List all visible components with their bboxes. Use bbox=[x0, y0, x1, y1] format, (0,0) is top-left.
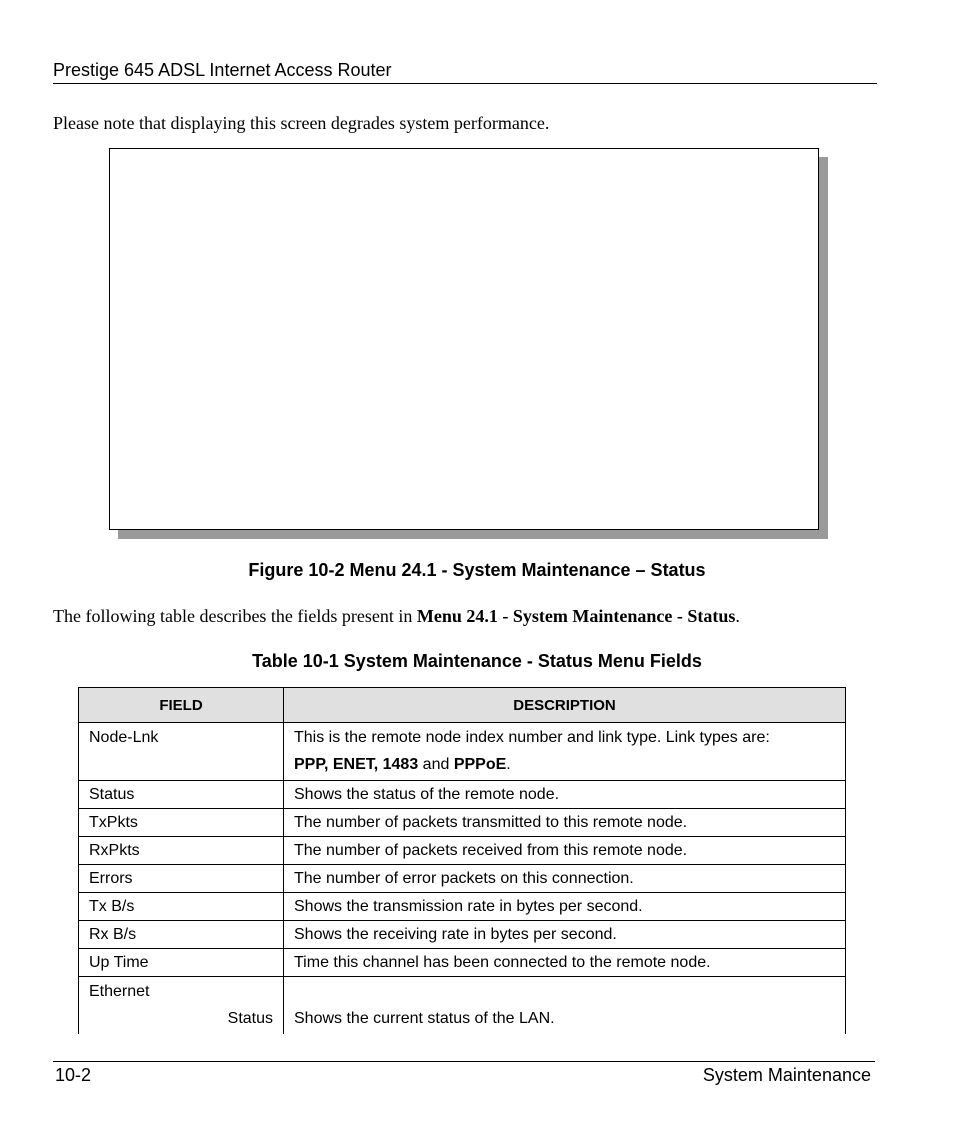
description-cell: Shows the status of the remote node. bbox=[284, 781, 846, 809]
header-divider bbox=[53, 83, 877, 84]
table-row bbox=[79, 893, 846, 921]
description-cell: Time this channel has been connected to the remote node. bbox=[284, 949, 846, 977]
field-cell: Errors bbox=[79, 865, 284, 893]
field-subfield-status: Status bbox=[227, 1010, 273, 1027]
column-header-description: DESCRIPTION bbox=[284, 688, 846, 723]
intro-paragraph bbox=[53, 606, 740, 627]
description-cell: Shows the transmission rate in bytes per second. bbox=[284, 893, 846, 921]
description-cell bbox=[284, 977, 846, 1035]
table-caption: Table 10-1 System Maintenance - Status Menu Fields bbox=[252, 651, 702, 671]
table-row bbox=[79, 949, 846, 977]
intro-suffix: . bbox=[735, 606, 740, 626]
table-row bbox=[79, 865, 846, 893]
figure-screen-placeholder bbox=[109, 148, 819, 530]
table-row bbox=[79, 921, 846, 949]
table-row bbox=[79, 781, 846, 809]
description-cell: The number of error packets on this connection. bbox=[284, 865, 846, 893]
table-header-row bbox=[79, 688, 846, 723]
intro-menu-name: Menu 24.1 - System Maintenance - Status bbox=[416, 606, 736, 626]
table-row bbox=[79, 977, 846, 1035]
field-cell: Node-Lnk bbox=[79, 723, 284, 781]
page-header-title: Prestige 645 ADSL Internet Access Router bbox=[53, 60, 392, 80]
table-row bbox=[79, 723, 846, 781]
link-types-end: . bbox=[506, 756, 511, 773]
performance-note: Please note that displaying this screen degrades system performance. bbox=[53, 113, 550, 133]
description-cell: Shows the receiving rate in bytes per second. bbox=[284, 921, 846, 949]
chapter-title: System Maintenance bbox=[702, 1065, 871, 1085]
description-cell: The number of packets received from this remote node. bbox=[284, 837, 846, 865]
field-cell: TxPkts bbox=[79, 809, 284, 837]
table-row bbox=[79, 837, 846, 865]
status-fields-table bbox=[78, 687, 846, 1034]
description-text: This is the remote node index number and link type. Link types are: bbox=[294, 729, 770, 746]
field-cell: Status bbox=[79, 781, 284, 809]
description-text: Shows the current status of the LAN. bbox=[294, 1010, 555, 1027]
intro-prefix: The following table describes the fields present in bbox=[53, 606, 417, 626]
link-types-line bbox=[294, 751, 835, 778]
figure-caption: Figure 10-2 Menu 24.1 - System Maintenance – Status bbox=[248, 560, 706, 580]
field-cell: Rx B/s bbox=[79, 921, 284, 949]
column-header-field: FIELD bbox=[79, 688, 284, 723]
table-row bbox=[79, 809, 846, 837]
description-cell: The number of packets transmitted to this remote node. bbox=[284, 809, 846, 837]
page-number: 10-2 bbox=[55, 1065, 92, 1085]
description-cell bbox=[284, 723, 846, 781]
link-types-and: and bbox=[418, 756, 454, 773]
field-cell: RxPkts bbox=[79, 837, 284, 865]
link-type-pppoe: PPPoE bbox=[453, 756, 507, 773]
footer-divider bbox=[53, 1061, 875, 1062]
link-types-bold: PPP, ENET, 1483 bbox=[294, 756, 419, 773]
field-cell bbox=[79, 977, 284, 1035]
field-cell: Up Time bbox=[79, 949, 284, 977]
field-cell: Tx B/s bbox=[79, 893, 284, 921]
field-group-ethernet: Ethernet bbox=[89, 983, 150, 1000]
